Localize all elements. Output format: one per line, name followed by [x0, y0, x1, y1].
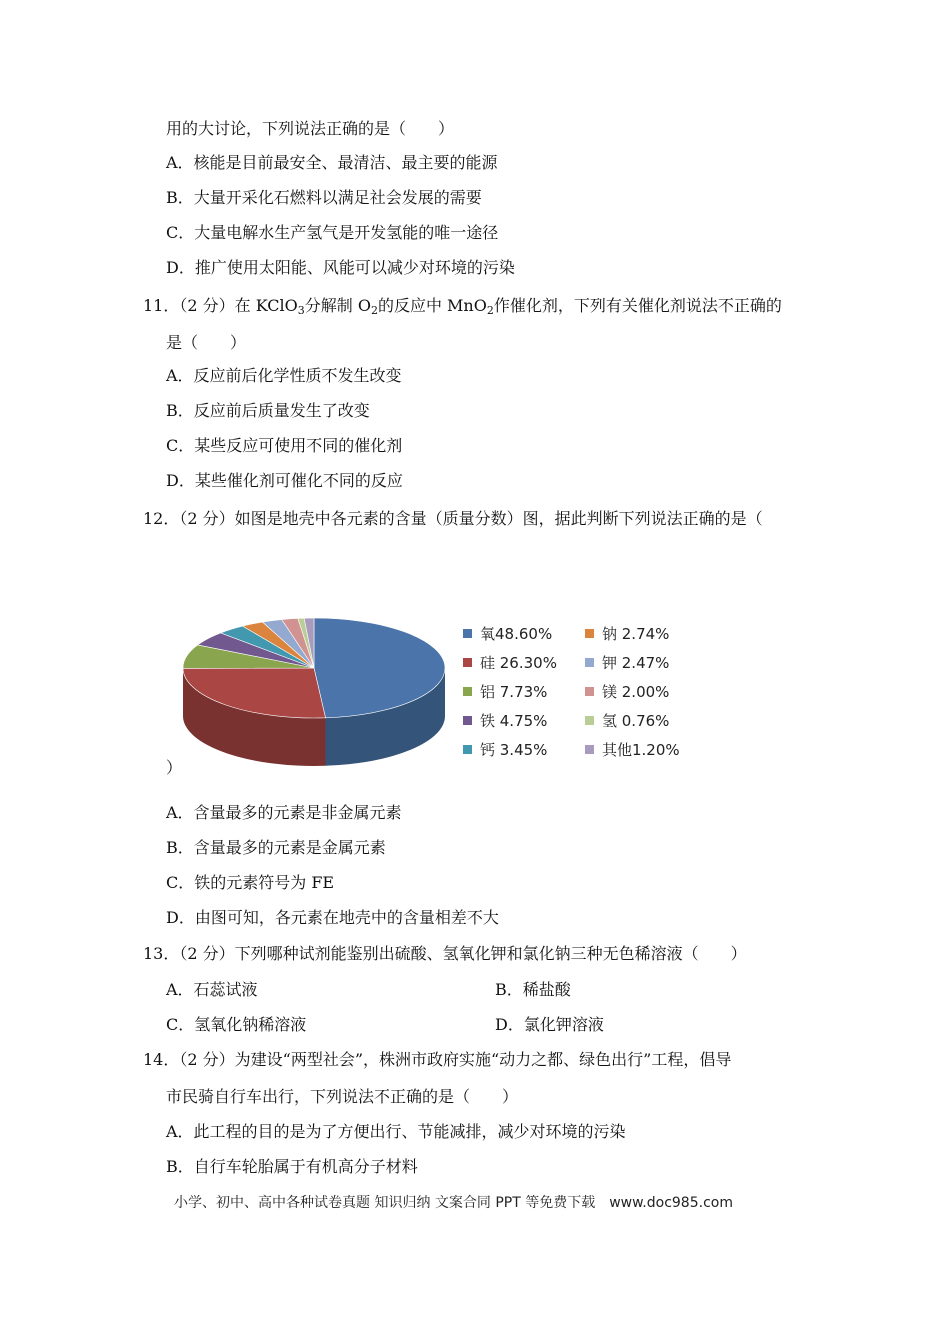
q11-sub-1: 3 — [297, 304, 305, 317]
q11-option-d: D．某些催化剂可催化不同的反应 — [166, 471, 403, 490]
legend-swatch-硅 — [463, 658, 472, 667]
legend-swatch-氢 — [585, 716, 594, 725]
q11-sub-2: 2 — [370, 304, 378, 317]
q11-text-1: （2 分）在 KClO — [179, 296, 298, 315]
q11-stem — [143, 296, 782, 316]
q11-sub-3: 2 — [486, 304, 494, 317]
q12-stem — [143, 509, 763, 529]
q14-stem-line2: 市民骑自行车出行，下列说法不正确的是（ ） — [166, 1087, 519, 1106]
legend-swatch-铁 — [463, 716, 472, 725]
q11-number: 11． — [143, 296, 180, 315]
q12-option-d: D．由图可知，各元素在地壳中的含量相差不大 — [166, 908, 499, 927]
legend-label-其他: 其他1.20% — [602, 741, 680, 759]
q13-stem — [143, 944, 747, 964]
q11-text-3: 的反应中 MnO — [377, 296, 487, 315]
q11-option-b: B．反应前后质量发生了改变 — [166, 401, 370, 420]
legend-swatch-钙 — [463, 745, 472, 754]
q14-stem — [143, 1050, 731, 1070]
q11-option-a: A．反应前后化学性质不发生改变 — [166, 366, 402, 385]
q13-number: 13． — [143, 944, 180, 963]
q10-option-c: C．大量电解水生产氢气是开发氢能的唯一途径 — [166, 223, 499, 242]
legend-label-镁: 镁 2.00% — [602, 683, 670, 701]
legend-swatch-氧 — [463, 629, 472, 638]
legend-swatch-钠 — [585, 629, 594, 638]
q13-option-d: D．氯化钾溶液 — [495, 1015, 604, 1034]
q14-text: （2 分）为建设“两型社会”，株洲市政府实施“动力之都、绿色出行”工程，倡导 — [179, 1050, 732, 1069]
legend-label-氢: 氢 0.76% — [602, 712, 670, 730]
q11-stem-line2: 是（ ） — [166, 333, 247, 352]
q12-text: （2 分）如图是地壳中各元素的含量（质量分数）图，据此判断下列说法正确的是（ — [179, 509, 763, 528]
legend-label-铝: 铝 7.73% — [480, 683, 548, 701]
q11-option-c: C．某些反应可使用不同的催化剂 — [166, 436, 403, 455]
pie-legend — [463, 625, 680, 759]
q14-option-b: B．自行车轮胎属于有机高分子材料 — [166, 1157, 418, 1176]
q14-option-a: A．此工程的目的是为了方便出行、节能减排，减少对环境的污染 — [166, 1122, 626, 1141]
q12-stem-close: ） — [166, 758, 183, 777]
page-footer: 小学、初中、高中各种试卷真题 知识归纳 文案合同 PPT 等免费下载 www.doc985.com — [174, 1195, 733, 1211]
q13-option-a: A．石蕊试液 — [166, 980, 258, 999]
q13-text: （2 分）下列哪种试剂能鉴别出硫酸、氢氧化钾和氯化钠三种无色稀溶液（ ） — [179, 944, 747, 963]
q12-number: 12． — [143, 509, 180, 528]
legend-swatch-其他 — [585, 745, 594, 754]
q12-option-a: A．含量最多的元素是非金属元素 — [166, 803, 402, 822]
q10-option-d: D．推广使用太阳能、风能可以减少对环境的污染 — [166, 258, 515, 277]
crust-element-pie-chart — [176, 610, 716, 785]
legend-label-钠: 钠 2.74% — [602, 625, 670, 643]
legend-label-钙: 钙 3.45% — [480, 741, 548, 759]
legend-label-硅: 硅 26.30% — [480, 654, 557, 672]
pie-slices — [183, 618, 445, 718]
legend-label-钾: 钾 2.47% — [602, 654, 670, 672]
legend-swatch-镁 — [585, 687, 594, 696]
q10-stem: 用的大讨论，下列说法正确的是（ ） — [166, 119, 455, 138]
q13-option-c: C．氢氧化钠稀溶液 — [166, 1015, 307, 1034]
legend-label-氧: 氧48.60% — [480, 625, 553, 643]
q12-option-b: B．含量最多的元素是金属元素 — [166, 838, 386, 857]
q12-option-c: C．铁的元素符号为 FE — [166, 873, 335, 892]
q11-text-4: 作催化剂，下列有关催化剂说法不正确的 — [493, 296, 782, 315]
q10-option-b: B．大量开采化石燃料以满足社会发展的需要 — [166, 188, 482, 207]
legend-swatch-铝 — [463, 687, 472, 696]
q13-option-b: B．稀盐酸 — [495, 980, 571, 999]
legend-swatch-钾 — [585, 658, 594, 667]
legend-label-铁: 铁 4.75% — [480, 712, 548, 730]
q14-number: 14． — [143, 1050, 180, 1069]
q11-text-2: 分解制 O — [304, 296, 371, 315]
q10-option-a: A．核能是目前最安全、最清洁、最主要的能源 — [166, 153, 498, 172]
